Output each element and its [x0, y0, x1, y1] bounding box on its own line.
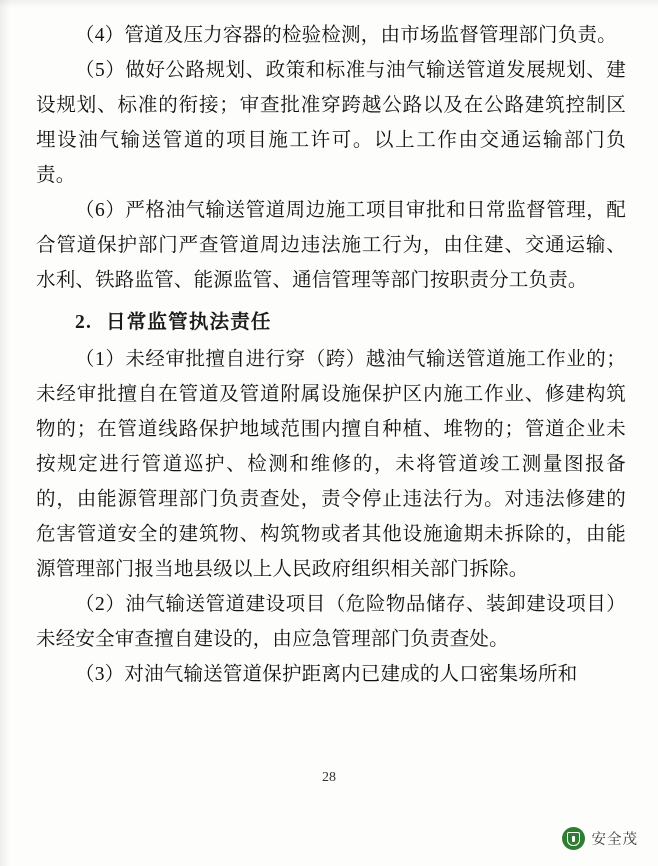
section-paragraph-3: （3）对油气输送管道保护距离内已建成的人口密集场所和	[75, 664, 578, 685]
paragraph-item-5: （5）做好公路规划、政策和标准与油气输送管道发展规划、建设规划、标准的衔接；审查批准穿跨越公路以及在公路建筑控制区埋设油气输送管道的项目施工许可。以上工作由交通运输部门负责。	[36, 60, 626, 186]
document-body	[36, 18, 626, 692]
page-edge-shadow-left	[0, 0, 10, 866]
watermark-label: 安全茂	[591, 832, 638, 848]
page-number: 28	[322, 770, 336, 785]
page-edge-shadow-top	[0, 0, 658, 8]
shield-logo-icon	[562, 827, 585, 850]
section-paragraph-1: （1）未经审批擅自进行穿（跨）越油气输送管道施工作业的；未经审批擅自在管道及管道附属设施保护区内施工作业、修建构筑物的；在管道线路保护地域范围内擅自种植、堆物的；管道企业未按规定进行管道巡护、检测和维修的，未将管道竣工测量图报备的，由能源管理部门负责查处，责令停止违法行为。对违法修建的危害管道安全的建筑物、构筑物或者其他设施逾期未拆除的，由能源管理部门报当地县级以上人民政府组织相关部门拆除。	[36, 349, 626, 580]
section-heading	[36, 305, 626, 340]
section-heading-title: 日常监管执法责任	[106, 312, 272, 333]
section-heading-number: 2.	[75, 312, 93, 333]
section-paragraph-2: （2）油气输送管道建设项目（危险物品储存、装卸建设项目）未经安全审查擅自建设的，由应急管理部门负责查处。	[36, 594, 626, 650]
watermark	[562, 827, 639, 850]
paragraph-item-6: （6）严格油气输送管道周边施工项目审批和日常监督管理，配合管道保护部门严查管道周边违法施工行为，由住建、交通运输、水利、铁路监管、能源监管、通信管理等部门按职责分工负责。	[36, 200, 626, 291]
paragraph-item-4: （4）管道及压力容器的检验检测，由市场监督管理部门负责。	[75, 25, 617, 46]
